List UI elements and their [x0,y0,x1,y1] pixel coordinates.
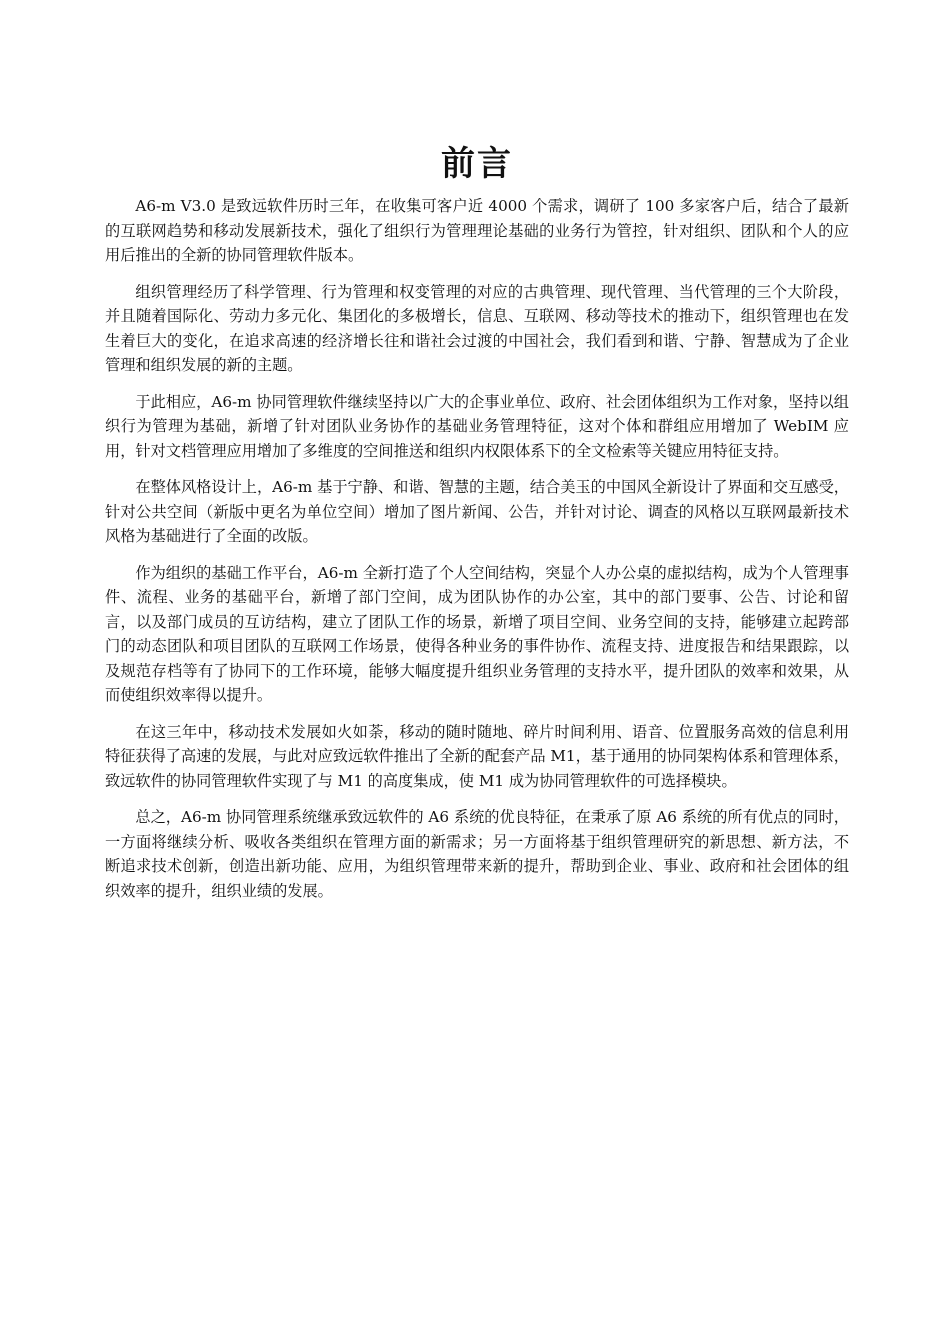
document-page [105,140,849,915]
paragraph-management-history: 组织管理经历了科学管理、行为管理和权变管理的对应的古典管理、现代管理、当代管理的三个大阶段，并且随着国际化、劳动力多元化、集团化的多极增长，信息、互联网、移动等技术的推动下，组织管理也在发生着巨大的变化，在追求高速的经济增长往和谐社会过渡的中国社会，我们看到和谐、宁静、智慧成为了企业管理和组织发展的新的主题。 [105,282,849,374]
paragraph-workspace: 作为组织的基础工作平台，A6-m 全新打造了个人空间结构，突显个人办公桌的虚拟结构，成为个人管理事件、流程、业务的基础平台，新增了部门空间，成为团队协作的办公室，其中的部门要事、公告、讨论和留言，以及部门成员的互访结构，建立了团队工作的场景，新增了项目空间、业务空间的支持，能够建立起跨部门的动态团队和项目团队的互联网工作场景，使得各种业务的事件协作、流程支持、进度报告和结果跟踪，以及规范存档等有了协同下的工作环境，能够大幅度提升组织业务管理的支持水平，提升团队的效率和效果，从而使组织效率得以提升。 [105,563,849,704]
paragraph-style-design: 在整体风格设计上，A6-m 基于宁静、和谐、智慧的主题，结合美玉的中国风全新设计了界面和交互感受，针对公共空间（新版中更名为单位空间）增加了图片新闻、公告，并针对讨论、调查的风格以互联网最新技术风格为基础进行了全面的改版。 [105,478,849,545]
paragraph-features: 于此相应，A6-m 协同管理软件继续坚持以广大的企事业单位、政府、社会团体组织为工作对象，坚持以组织行为管理为基础，新增了针对团队业务协作的基础业务管理特征，这对个体和群组应用增加了 WebIM 应用，针对文档管理应用增加了多维度的空间推送和组织内权限体系下的全文检索等关键应用特征支持。 [105,392,849,460]
paragraph-intro: A6-m V3.0 是致远软件历时三年，在收集可客户近 4000 个需求，调研了 100 多家客户后，结合了最新的互联网趋势和移动发展新技术，强化了组织行为管理理论基础的业务行为管控，针对组织、团队和个人的应用后推出的全新的协同管理软件版本。 [105,197,849,264]
page-title: 前言 [441,144,513,184]
paragraph-mobile: 在这三年中，移动技术发展如火如荼，移动的随时随地、碎片时间利用、语音、位置服务高效的信息利用特征获得了高速的发展，与此对应致远软件推出了全新的配套产品 M1，基于通用的协同架构体系和管理体系，致远软件的协同管理软件实现了与 M1 的高度集成，使 M1 成为协同管理软件的可选择模块。 [105,722,849,790]
paragraph-conclusion: 总之，A6-m 协同管理系统继承致远软件的 A6 系统的优良特征，在秉承了原 A6 系统的所有优点的同时，一方面将继续分析、吸收各类组织在管理方面的新需求；另一方面将基于组织管理研究的新思想、新方法，不断追求技术创新，创造出新功能、应用，为组织管理带来新的提升，帮助到企业、事业、政府和社会团体的组织效率的提升，组织业绩的发展。 [105,808,849,900]
